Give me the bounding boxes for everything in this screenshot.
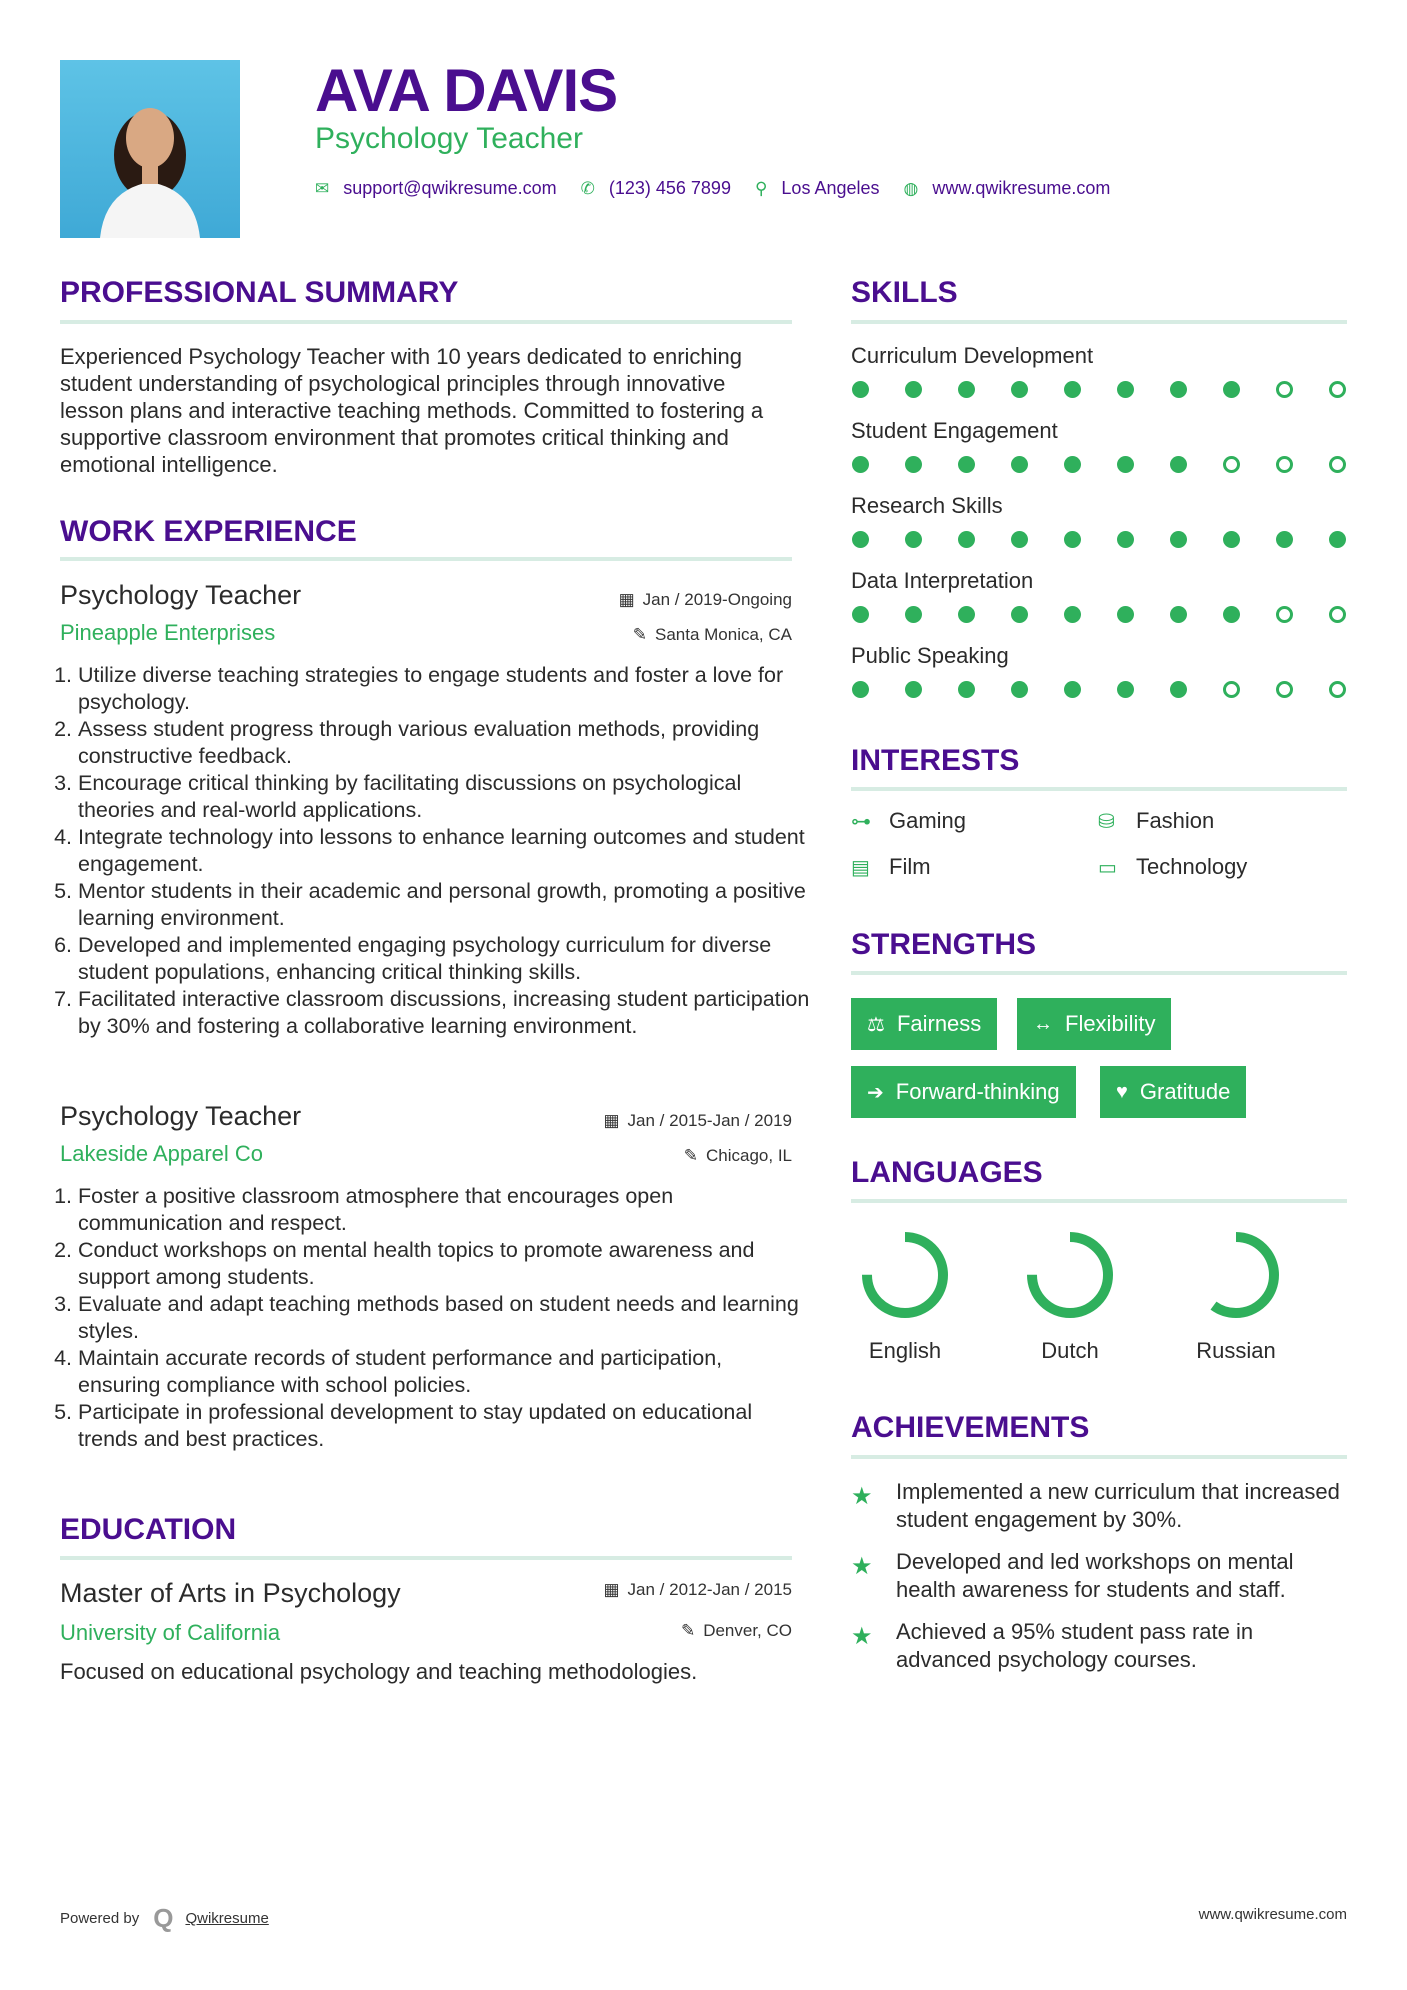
language-label: Russian	[1196, 1338, 1276, 1363]
interest-gaming	[851, 808, 966, 834]
rating-dot-filled	[1117, 456, 1134, 473]
powered-by-text: Powered by	[60, 1910, 140, 1927]
rating-dot-filled	[958, 606, 975, 623]
email-link[interactable]: support@qwikresume.com	[343, 178, 557, 198]
degree-title: Master of Arts in Psychology	[60, 1578, 401, 1608]
profile-photo	[60, 60, 240, 238]
phone-icon: ✆	[580, 178, 595, 198]
calendar-icon: ▦	[603, 1111, 620, 1130]
job-1-date	[619, 590, 792, 610]
rating-dot-filled	[1011, 456, 1028, 473]
rating-dot-filled	[1011, 606, 1028, 623]
rating-dot-empty	[1276, 381, 1293, 398]
rating-dot-empty	[1329, 381, 1346, 398]
education-date	[603, 1580, 792, 1600]
language-ring	[1166, 1225, 1306, 1330]
list-item: 2. Assess student progress through various evaluation methods, providing constructive feedback.	[78, 716, 810, 770]
rating-dot-filled	[1117, 681, 1134, 698]
rating-dot-filled	[1329, 531, 1346, 548]
rating-dot-filled	[958, 381, 975, 398]
rating-dot-empty	[1223, 456, 1240, 473]
rating-dot-filled	[1170, 531, 1187, 548]
rating-dot-filled	[1011, 681, 1028, 698]
rating-dot-empty	[1276, 606, 1293, 623]
strength-label: Fairness	[896, 1011, 982, 1036]
education-heading: EDUCATION	[60, 1513, 237, 1546]
phone-text: (123) 456 7899	[608, 178, 731, 198]
gamepad-icon: ⊶	[851, 810, 871, 833]
rating-dot-filled	[1064, 381, 1081, 398]
rating-dot-filled	[852, 381, 869, 398]
languages-heading: LANGUAGES	[851, 1156, 1043, 1189]
pushpin-icon: ✎	[683, 1146, 698, 1165]
language-label: Dutch	[1041, 1338, 1099, 1363]
rating-dot-filled	[1117, 531, 1134, 548]
heart-icon: ♥	[1116, 1080, 1128, 1103]
job-2-title: Psychology Teacher	[60, 1101, 302, 1131]
language-progress-arc	[1198, 1237, 1274, 1313]
interest-label: Technology	[1136, 854, 1248, 879]
list-item: 1. Utilize diverse teaching strategies to engage students and foster a love for psychology.	[78, 662, 810, 716]
language-label: English	[868, 1338, 942, 1363]
interest-technology	[1098, 854, 1247, 880]
skill-rating	[852, 606, 1346, 623]
strength-label: Forward-thinking	[895, 1079, 1060, 1104]
rating-dot-filled	[1223, 606, 1240, 623]
language-progress-arc	[1032, 1237, 1108, 1313]
rating-dot-empty	[1329, 681, 1346, 698]
list-item: 6. Developed and implemented engaging psychology curriculum for diverse student populations, enhancing critical thinking skills.	[78, 932, 810, 986]
rating-dot-filled	[852, 606, 869, 623]
rating-dot-empty	[1276, 456, 1293, 473]
interest-fashion	[1098, 808, 1214, 834]
interest-film	[851, 854, 931, 880]
skill-rating	[852, 681, 1346, 698]
rating-dot-empty	[1329, 456, 1346, 473]
summary-rule	[60, 320, 792, 324]
rating-dot-filled	[905, 381, 922, 398]
job-2-date-text: Jan / 2015-Jan / 2019	[627, 1111, 792, 1130]
list-item: 1. Foster a positive classroom atmosphere that encourages open communication and respect.	[78, 1183, 810, 1237]
rating-dot-filled	[852, 531, 869, 548]
calendar-icon: ▦	[618, 590, 635, 609]
shopping-bag-icon: ⛁	[1098, 810, 1115, 833]
education-location	[681, 1621, 792, 1641]
qwikresume-logo-icon: Q	[153, 1903, 174, 1933]
footer-powered-by	[60, 1903, 269, 1934]
list-item: 4. Maintain accurate records of student performance and participation, ensuring compliance with school policies.	[78, 1345, 810, 1399]
job-2-location-text: Chicago, IL	[706, 1146, 792, 1165]
interests-heading: INTERESTS	[851, 744, 1020, 777]
rating-dot-empty	[1223, 681, 1240, 698]
education-description: Focused on educational psychology and teaching methodologies.	[60, 1659, 698, 1684]
calendar-icon: ▦	[603, 1580, 620, 1599]
list-item: 4. Integrate technology into lessons to enhance learning outcomes and student engagement.	[78, 824, 810, 878]
strength-label: Gratitude	[1139, 1079, 1231, 1104]
strengths-rule	[851, 971, 1347, 975]
interest-label: Film	[889, 854, 931, 879]
languages-rule	[851, 1199, 1347, 1203]
rating-dot-filled	[905, 681, 922, 698]
school-name: University of California	[60, 1620, 281, 1645]
education-date-text: Jan / 2012-Jan / 2015	[627, 1580, 792, 1599]
candidate-title: Psychology Teacher	[315, 122, 583, 155]
contact-bar	[315, 178, 1134, 199]
interest-label: Fashion	[1136, 808, 1215, 833]
skill-label: Data Interpretation	[851, 568, 1034, 593]
job-1-location	[633, 625, 792, 645]
job-1-location-text: Santa Monica, CA	[654, 625, 792, 644]
rating-dot-filled	[1117, 381, 1134, 398]
job-1-date-text: Jan / 2019-Ongoing	[642, 590, 792, 609]
skill-rating	[852, 531, 1346, 548]
footer-site[interactable]: www.qwikresume.com	[1198, 1906, 1347, 1923]
rating-dot-filled	[1170, 681, 1187, 698]
rating-dot-filled	[905, 531, 922, 548]
rating-dot-filled	[1011, 531, 1028, 548]
balance-scale-icon: ⚖	[867, 1013, 885, 1036]
skill-label: Research Skills	[851, 493, 1003, 518]
job-2-date	[603, 1111, 792, 1131]
list-item: 5. Participate in professional development to stay updated on educational trends and best practices.	[78, 1399, 810, 1453]
skill-rating	[852, 456, 1346, 473]
list-item: 2. Conduct workshops on mental health topics to promote awareness and support among students.	[78, 1237, 810, 1291]
skill-label: Student Engagement	[851, 418, 1058, 443]
list-item: 5. Mentor students in their academic and personal growth, promoting a positive learning environment.	[78, 878, 810, 932]
rating-dot-filled	[1223, 381, 1240, 398]
summary-heading: PROFESSIONAL SUMMARY	[60, 276, 459, 309]
rating-dot-filled	[958, 531, 975, 548]
rating-dot-filled	[1064, 456, 1081, 473]
rating-dot-filled	[1170, 606, 1187, 623]
language-progress-arc	[867, 1237, 943, 1313]
rating-dot-empty	[1329, 606, 1346, 623]
pushpin-icon: ✎	[680, 1621, 696, 1640]
rating-dot-filled	[905, 606, 922, 623]
star-icon: ★	[851, 1553, 873, 1580]
job-2-location	[684, 1146, 792, 1166]
pushpin-icon: ✎	[632, 625, 647, 644]
rating-dot-filled	[1117, 606, 1134, 623]
language-ring	[1000, 1225, 1140, 1330]
skills-rule	[851, 320, 1347, 324]
rating-dot-filled	[958, 456, 975, 473]
rating-dot-filled	[958, 681, 975, 698]
interest-label: Gaming	[889, 808, 967, 833]
skill-rating	[852, 381, 1346, 398]
arrows-h-icon: ↔	[1033, 1012, 1053, 1035]
work-heading: WORK EXPERIENCE	[60, 515, 357, 548]
envelope-icon: ✉	[315, 178, 330, 198]
star-icon: ★	[851, 1483, 873, 1510]
skill-label: Public Speaking	[851, 643, 1009, 668]
film-icon: ▤	[851, 856, 870, 879]
map-marker-icon: ⚲	[754, 178, 768, 198]
rating-dot-filled	[1276, 531, 1293, 548]
strength-label: Flexibility	[1065, 1011, 1156, 1036]
arrow-right-icon: ➔	[867, 1081, 884, 1104]
rating-dot-filled	[1223, 531, 1240, 548]
strength-fairness	[851, 998, 997, 1050]
skill-label: Curriculum Development	[851, 343, 1094, 368]
list-item: 3. Evaluate and adapt teaching methods based on student needs and learning styles.	[78, 1291, 810, 1345]
rating-dot-filled	[1064, 681, 1081, 698]
work-rule	[60, 557, 792, 561]
strength-flexibility	[1017, 998, 1171, 1050]
achievements-rule	[851, 1455, 1347, 1459]
rating-dot-filled	[1064, 531, 1081, 548]
achievement-item: Implemented a new curriculum that increased student engagement by 30%.	[896, 1479, 1340, 1532]
star-icon: ★	[851, 1623, 873, 1650]
rating-dot-filled	[905, 456, 922, 473]
education-rule	[60, 1556, 792, 1560]
skills-heading: SKILLS	[851, 276, 958, 309]
candidate-name: AVA DAVIS	[315, 57, 618, 124]
strengths-heading: STRENGTHS	[851, 928, 1037, 961]
achievements-heading: ACHIEVEMENTS	[851, 1411, 1090, 1444]
job-1-company: Pineapple Enterprises	[60, 620, 276, 645]
location-text: Los Angeles	[781, 178, 880, 198]
list-item: 3. Encourage critical thinking by facilitating discussions on psychological theories and real-world applications.	[78, 770, 810, 824]
education-location-text: Denver, CO	[703, 1621, 792, 1640]
rating-dot-filled	[852, 681, 869, 698]
laptop-icon: ▭	[1098, 856, 1117, 879]
website-link[interactable]: www.qwikresume.com	[932, 178, 1111, 198]
language-ring	[835, 1225, 975, 1330]
job-2-company: Lakeside Apparel Co	[60, 1141, 264, 1166]
rating-dot-filled	[1170, 456, 1187, 473]
summary-text: Experienced Psychology Teacher with 10 years dedicated to enriching student understanding of psychological principles through innovative lesson plans and interactive teaching methods. Committed to fostering a supportive classroom environment that promotes critical thinking and emotional intelligence.	[60, 344, 764, 477]
brand-link[interactable]: Qwikresume	[185, 1910, 269, 1927]
job-2-duties	[60, 1183, 810, 1453]
interests-rule	[851, 787, 1347, 791]
job-1-duties	[60, 662, 810, 1040]
rating-dot-filled	[1064, 606, 1081, 623]
rating-dot-filled	[1011, 381, 1028, 398]
achievement-item: Achieved a 95% student pass rate in advanced psychology courses.	[896, 1619, 1254, 1672]
job-1-title: Psychology Teacher	[60, 580, 302, 610]
rating-dot-filled	[1170, 381, 1187, 398]
achievement-item: Developed and led workshops on mental health awareness for students and staff.	[896, 1549, 1294, 1602]
strength-gratitude	[1100, 1066, 1246, 1118]
rating-dot-empty	[1276, 681, 1293, 698]
globe-icon: ◍	[903, 178, 919, 198]
rating-dot-filled	[852, 456, 869, 473]
list-item: 7. Facilitated interactive classroom discussions, increasing student participation by 30% and fostering a collaborative learning environment.	[78, 986, 810, 1040]
strength-forward-thinking	[851, 1066, 1076, 1118]
